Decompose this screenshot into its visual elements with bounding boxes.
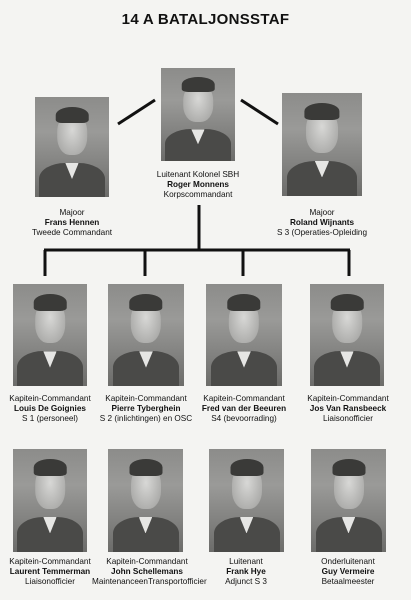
caption-row1-2 — [94, 394, 198, 424]
commander-role: Korpscommandant — [163, 190, 233, 199]
row1-1-role: S 1 (personeel) — [22, 414, 78, 423]
row1-2-role: S 2 (inlichtingen) en OSC — [99, 414, 193, 423]
portrait-row1-1 — [13, 284, 87, 386]
portrait-row1-4 — [310, 284, 384, 386]
caption-commander — [148, 170, 248, 200]
deputy-right-name: Roland Wijnants — [289, 218, 355, 227]
row2-2-name: John Schellemans — [111, 567, 183, 576]
portrait-row2-2 — [108, 449, 183, 552]
row2-1-rank: Kapitein-Commandant — [9, 557, 91, 566]
row2-2-role: MaintenanceenTransportofficier — [92, 577, 207, 586]
row1-2-rank: Kapitein-Commandant — [105, 394, 187, 403]
deputy-right-rank: Majoor — [309, 208, 335, 217]
row2-1-name: Laurent Temmerman — [9, 567, 91, 576]
deputy-left-rank: Majoor — [59, 208, 85, 217]
caption-row1-1 — [0, 394, 100, 424]
row2-4-rank: Onderluitenant — [321, 557, 375, 566]
caption-row2-4 — [298, 557, 398, 587]
row1-2-name: Pierre Tyberghein — [111, 404, 181, 413]
caption-row2-2 — [92, 557, 207, 587]
caption-row2-3 — [196, 557, 296, 587]
row1-4-name: Jos Van Ransbeeck — [309, 404, 387, 413]
portrait-deputy-right — [282, 93, 362, 196]
row1-4-role: Liaisonofficier — [323, 414, 373, 423]
row2-3-role: Adjunct S 3 — [225, 577, 267, 586]
row1-4-rank: Kapitein-Commandant — [307, 394, 389, 403]
commander-rank: Luitenant Kolonel SBH — [156, 170, 240, 179]
row2-2-rank: Kapitein-Commandant — [106, 557, 188, 566]
row2-3-rank: Luitenant — [229, 557, 263, 566]
deputy-right-role: S 3 (Operaties-Opleiding — [276, 228, 368, 237]
row1-3-rank: Kapitein-Commandant — [203, 394, 285, 403]
caption-deputy-left — [22, 208, 122, 238]
portrait-row2-4 — [311, 449, 386, 552]
portrait-row2-3 — [209, 449, 284, 552]
row1-3-role: S4 (bevoorrading) — [211, 414, 277, 423]
row2-1-role: Liaisonofficier — [25, 577, 75, 586]
portrait-row1-3 — [206, 284, 282, 386]
portrait-deputy-left — [35, 97, 109, 197]
row2-3-name: Frank Hye — [226, 567, 266, 576]
caption-row1-3 — [194, 394, 294, 424]
caption-row2-1 — [0, 557, 100, 587]
row2-4-name: Guy Vermeire — [321, 567, 375, 576]
commander-name: Roger Monnens — [167, 180, 229, 189]
portrait-commander — [161, 68, 235, 161]
caption-row1-4 — [298, 394, 398, 424]
row1-1-rank: Kapitein-Commandant — [9, 394, 91, 403]
deputy-left-role: Tweede Commandant — [31, 228, 113, 237]
deputy-left-name: Frans Hennen — [44, 218, 100, 227]
row2-4-role: Betaalmeester — [321, 577, 375, 586]
caption-deputy-right — [267, 208, 377, 238]
row1-1-name: Louis De Goignies — [14, 404, 86, 413]
page-title: 14 A BATALJONSSTAF — [121, 11, 290, 28]
row1-3-name: Fred van der Beeuren — [201, 404, 287, 413]
portrait-row1-2 — [108, 284, 184, 386]
portrait-row2-1 — [13, 449, 87, 552]
